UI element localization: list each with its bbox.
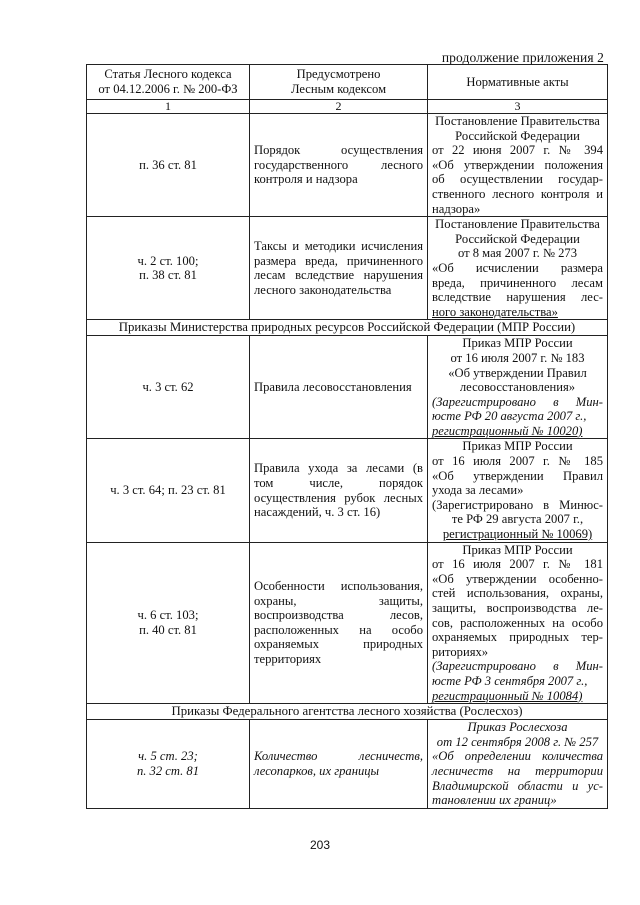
provision-cell: Таксы и методики исчисления размера вреда, причиненного лесам вследствие нарушения лесного законодательства	[250, 217, 428, 320]
provision-cell: Порядок осуществления государственного лесного контроля и надзора	[250, 114, 428, 217]
act-line: охраняемых природных тер-	[432, 630, 603, 645]
column-number-2: 2	[250, 100, 428, 114]
act-line: «Об исчислении размера	[432, 260, 603, 275]
act-line: те РФ 29 августа 2007 г.,	[451, 512, 584, 527]
header-provision	[250, 65, 428, 100]
act-line: от 8 мая 2007 г. № 273	[457, 246, 578, 261]
act-line: лесовосстановления»	[459, 380, 576, 395]
act-line: «Об утверждении положения	[432, 157, 603, 172]
act-line: Постановление Правительства	[435, 114, 600, 128]
act-line: от 16 июля 2007 г. № 185	[432, 454, 603, 469]
header-article-line2: от 04.12.2006 г. № 200-ФЗ	[98, 82, 238, 96]
act-line: Владимирской области и ус-	[432, 778, 603, 793]
table-row	[87, 114, 608, 217]
provision-cell: Правила лесовосстановления	[250, 336, 428, 439]
table-row	[87, 217, 608, 320]
act-line: Приказ Рослесхоза	[467, 720, 568, 735]
act-line: стей использования, охраны,	[432, 586, 603, 601]
act-cell	[428, 720, 608, 809]
article-line: п. 38 ст. 81	[139, 268, 197, 283]
section-title-rosleshoz: Приказы Федерального агентства лесного хозяйства (Рослесхоз)	[87, 704, 608, 720]
act-line: ухода за лесами»	[432, 483, 524, 498]
table-row	[87, 336, 608, 439]
act-cell	[428, 114, 608, 217]
act-line: (Зарегистрировано в Мин-	[432, 659, 603, 674]
act-cell	[428, 336, 608, 439]
header-provision-line1: Предусмотрено	[296, 67, 381, 82]
table-row	[87, 542, 608, 704]
provision-cell: Особенности использования, охраны, защиты, воспроизводства лесов, расположенных на особо охраняемых природных территориях	[250, 542, 428, 704]
provision-cell: Количество лесничеств, лесопарков, их границы	[250, 720, 428, 809]
act-line: от 12 сентября 2008 г. № 257	[436, 734, 599, 749]
act-cell	[428, 217, 608, 320]
act-line: ного законодательства»	[432, 304, 558, 319]
article-cell	[87, 114, 250, 217]
act-line: об осуществлении государ-	[432, 172, 603, 187]
act-line: вследствие нарушения лес-	[432, 290, 603, 305]
act-line: Российской Федерации	[455, 128, 580, 143]
article-line: п. 40 ст. 81	[139, 622, 197, 637]
page-number: 203	[309, 838, 331, 852]
act-line: защиты, воспроизводства ле-	[432, 601, 603, 615]
act-line: регистрационный № 10020)	[432, 423, 583, 438]
act-line: Постановление Правительства	[435, 217, 600, 232]
article-line: п. 36 ст. 81	[139, 157, 197, 172]
article-line: ч. 3 ст. 62	[142, 380, 194, 395]
act-cell	[428, 542, 608, 704]
article-cell	[87, 720, 250, 809]
provision-cell: Правила ухода за лесами (в том числе, порядок осуществления рубок лесных насаждений, ч. 3 ст. 16)	[250, 439, 428, 542]
act-line: «Об определении количества	[432, 749, 603, 764]
act-line: от 16 июля 2007 г. № 183	[450, 350, 585, 365]
act-line: юсте РФ 3 сентября 2007 г.,	[432, 673, 588, 688]
article-line: п. 32 ст. 81	[136, 763, 200, 778]
act-line: (Зарегистрировано в Мин-	[432, 394, 603, 409]
act-line: (Зарегистрировано в Минюс-	[432, 497, 603, 512]
act-line: от 22 июня 2007 г. № 394	[432, 143, 603, 158]
act-line: от 16 июля 2007 г. № 181	[432, 557, 603, 572]
act-line: «Об утверждении Правил	[448, 365, 587, 380]
article-cell	[87, 439, 250, 542]
header-article-line1: Статья Лесного кодекса	[104, 67, 232, 82]
continuation-note: продолжение приложения 2	[441, 50, 604, 65]
regulations-table	[86, 64, 608, 809]
act-line: риториях»	[432, 644, 489, 659]
column-number-1: 1	[87, 100, 250, 114]
act-line: «Об утверждении особенно-	[432, 571, 603, 586]
table-row	[87, 439, 608, 542]
act-line: надзора»	[432, 201, 481, 216]
column-number-3: 3	[428, 100, 608, 114]
article-line: ч. 2 ст. 100;	[137, 253, 199, 268]
header-provision-line2: Лесным кодексом	[290, 82, 387, 96]
article-cell	[87, 542, 250, 704]
article-line: ч. 6 ст. 103;	[137, 608, 199, 623]
article-cell	[87, 336, 250, 439]
act-line: ственного лесного контроля и	[432, 186, 603, 201]
act-line: «Об утверждении Правил	[432, 468, 603, 483]
section-row-mpr	[87, 320, 608, 336]
act-line: Приказ МПР России	[462, 439, 573, 454]
article-line: ч. 3 ст. 64; п. 23 ст. 81	[110, 483, 226, 498]
act-line: сов, расположенных на особо	[432, 615, 603, 630]
section-title-mpr: Приказы Министерства природных ресурсов Российской Федерации (МПР России)	[87, 320, 608, 336]
act-line: регистрационный № 10069)	[442, 527, 593, 542]
header-row	[87, 65, 608, 100]
act-line: юсте РФ 20 августа 2007 г.,	[432, 409, 587, 424]
act-line: тановлении их границ»	[432, 793, 557, 808]
act-line: лесничеств на территории	[432, 763, 603, 778]
article-line: ч. 5 ст. 23;	[138, 749, 198, 764]
header-acts: Нормативные акты	[428, 65, 608, 100]
section-row-rosleshoz	[87, 704, 608, 720]
act-line: Приказ МПР России	[462, 336, 573, 351]
act-cell	[428, 439, 608, 542]
article-cell	[87, 217, 250, 320]
header-article	[87, 65, 250, 100]
column-number-row	[87, 100, 608, 114]
act-line: Приказ МПР России	[462, 542, 573, 557]
act-line: регистрационный № 10084)	[432, 688, 583, 703]
act-line: вреда, причиненного лесам	[432, 275, 603, 290]
act-line: Российской Федерации	[455, 231, 580, 246]
table-row	[87, 720, 608, 809]
